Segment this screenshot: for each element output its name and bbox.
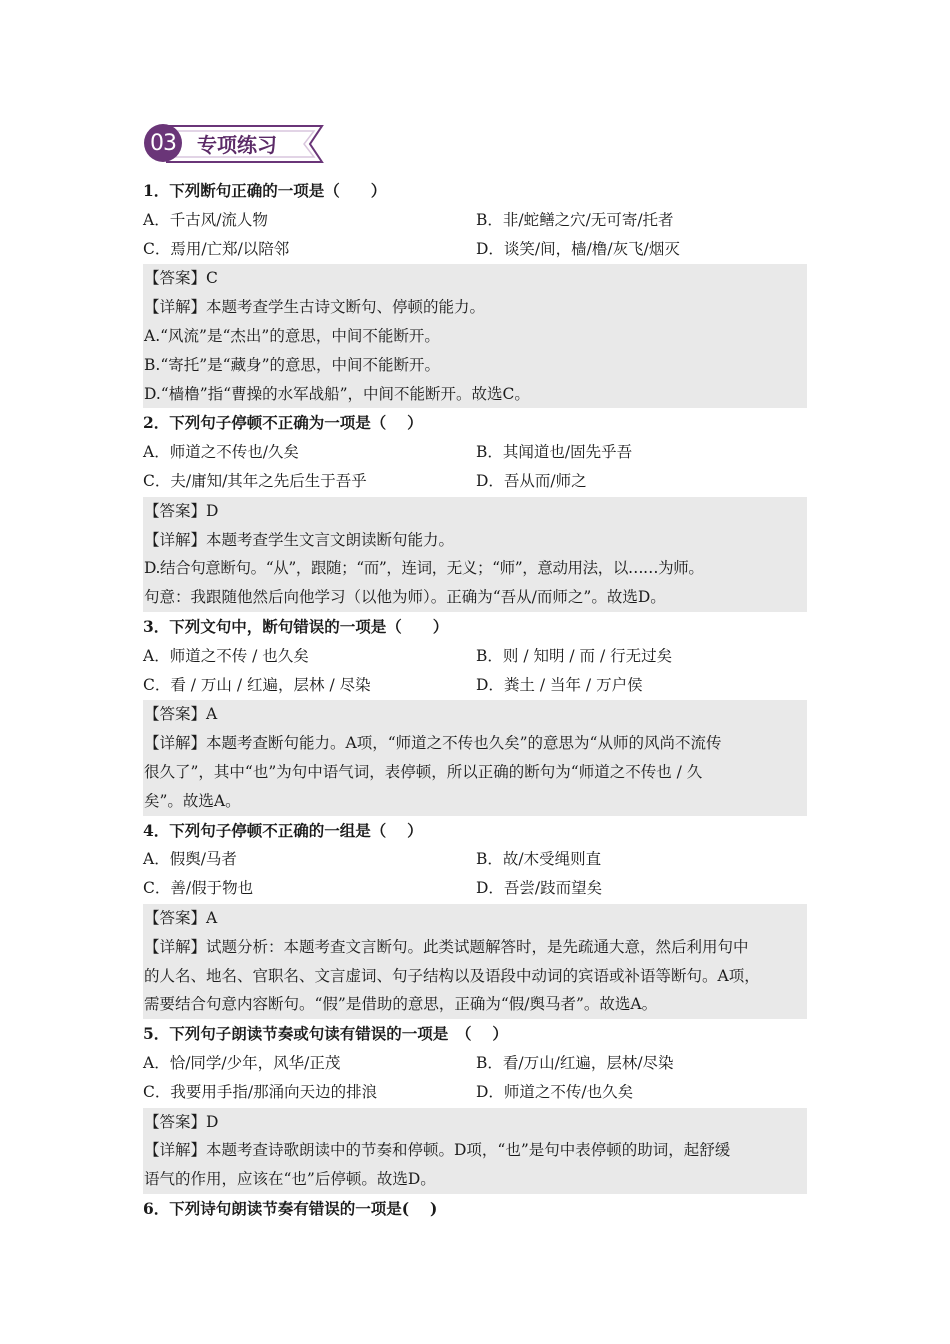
question-6 (143, 1195, 807, 1224)
option-row (143, 438, 807, 467)
option-c: C．看 / 万山 / 红遍，层林 / 尽染 (143, 675, 371, 694)
option-row (143, 1078, 807, 1107)
option-d: D．谈笑/间，樯/橹/灰飞/烟灭 (476, 239, 680, 258)
question-title: 5．下列句子朗读节奏或句读有错误的一项是 （ ） (143, 1024, 508, 1044)
question-4 (143, 817, 807, 1020)
option-row (143, 1049, 807, 1078)
option-d: D．师道之不传/也久矣 (476, 1082, 634, 1101)
option-c: C．善/假于物也 (143, 879, 254, 898)
option-b: B．看/万山/红遍，层林/尽染 (476, 1053, 674, 1072)
question-title: 2．下列句子停顿不正确为一项是（ ） (143, 413, 423, 433)
question-2 (143, 409, 807, 612)
detail-line: D.“樯橹”指“曹操的水军战船”，中间不能断开。故选C。 (144, 384, 530, 403)
option-a: A．千古风/流人物 (143, 210, 268, 229)
answer-line: 【答案】A (144, 705, 218, 724)
option-row (143, 235, 807, 264)
option-d: D．吾尝/跂而望矣 (476, 879, 603, 898)
option-row (143, 671, 807, 700)
option-row (143, 642, 807, 671)
answer-box (143, 497, 807, 612)
question-title: 1．下列断句正确的一项是（ ） (143, 181, 387, 200)
detail-line: 矣”。故选A。 (144, 791, 241, 810)
option-b: B．其闻道也/固先乎吾 (476, 443, 633, 462)
section-title: 专项练习 (197, 133, 277, 157)
option-c: C．夫/庸知/其年之先后生于吾乎 (143, 471, 367, 490)
answer-line: 【答案】D (144, 1112, 219, 1131)
option-c: C．焉用/亡郑/以陪邻 (143, 239, 290, 258)
detail-line: 【详解】本题考查学生古诗文断句、停顿的能力。 (144, 298, 486, 317)
answer-box (143, 904, 807, 1019)
answer-line: 【答案】A (144, 908, 218, 927)
option-row (143, 845, 807, 874)
option-b: B．非/蛇鳝之穴/无可寄/托者 (476, 210, 674, 229)
question-title: 6．下列诗句朗读节奏有错误的一项是( ) (143, 1198, 438, 1218)
option-a: A．恰/同学/少年，风华/正茂 (143, 1053, 341, 1072)
question-title: 4．下列句子停顿不正确的一组是（ ） (143, 820, 423, 840)
detail-line: 很久了”，其中“也”为句中语气词，表停顿，所以正确的断句为“师道之不传也 / 久 (144, 762, 703, 781)
section-header (144, 118, 334, 170)
option-a: A．假舆/马者 (143, 850, 237, 869)
question-3 (143, 613, 807, 816)
option-c: C．我要用手指/那涌向天边的排浪 (143, 1082, 378, 1101)
option-row (143, 874, 807, 903)
detail-line: 【详解】本题考查学生文言文朗读断句能力。 (144, 530, 455, 549)
answer-box (143, 264, 807, 408)
answer-box (143, 1108, 807, 1194)
detail-line: B.“寄托”是“藏身”的意思，中间不能断开。 (144, 355, 441, 374)
option-b: B．则 / 知明 / 而 / 行无过矣 (476, 646, 673, 665)
detail-line: 语气的作用，应该在“也”后停顿。故选D。 (144, 1170, 436, 1189)
answer-line: 【答案】D (144, 501, 219, 520)
detail-line: 需要结合句意内容断句。“假”是借助的意思，正确为“假/舆马者”。故选A。 (144, 995, 658, 1014)
detail-line: D.结合句意断句。“从”，跟随；“而”，连词，无义；“师”，意动用法，以……为师。 (144, 559, 704, 578)
answer-box (143, 700, 807, 815)
question-5 (143, 1020, 807, 1194)
question-title: 3．下列文句中，断句错误的一项是（ ） (143, 616, 449, 636)
question-list (143, 177, 807, 1224)
option-row (143, 206, 807, 235)
detail-line: 句意：我跟随他然后向他学习（以他为师）。正确为“吾从/而师之”。故选D。 (144, 588, 666, 607)
option-a: A．师道之不传也/久矣 (143, 443, 299, 462)
option-d: D．粪土 / 当年 / 万户侯 (476, 675, 643, 694)
detail-line: 【详解】本题考查断句能力。A项，“师道之不传也久矣”的意思为“从师的风尚不流传 (144, 734, 722, 753)
detail-line: 的人名、地名、官职名、文言虚词、句子结构以及语段中动词的宾语或补语等断句。A项， (144, 966, 760, 985)
option-b: B．故/木受绳则直 (476, 850, 602, 869)
option-a: A．师道之不传 / 也久矣 (143, 646, 309, 665)
detail-line: A.“风流”是“杰出”的意思，中间不能断开。 (144, 326, 440, 345)
detail-line: 【详解】试题分析：本题考查文言断句。此类试题解答时，是先疏通大意，然后利用句中 (144, 937, 749, 956)
detail-line: 【详解】本题考查诗歌朗读中的节奏和停顿。D项，“也”是句中表停顿的助词，起舒缓 (144, 1141, 731, 1160)
option-row (143, 467, 807, 496)
option-d: D．吾从而/师之 (476, 471, 587, 490)
question-1 (143, 177, 807, 408)
section-number: 03 (150, 130, 176, 156)
answer-line: 【答案】C (144, 269, 218, 288)
